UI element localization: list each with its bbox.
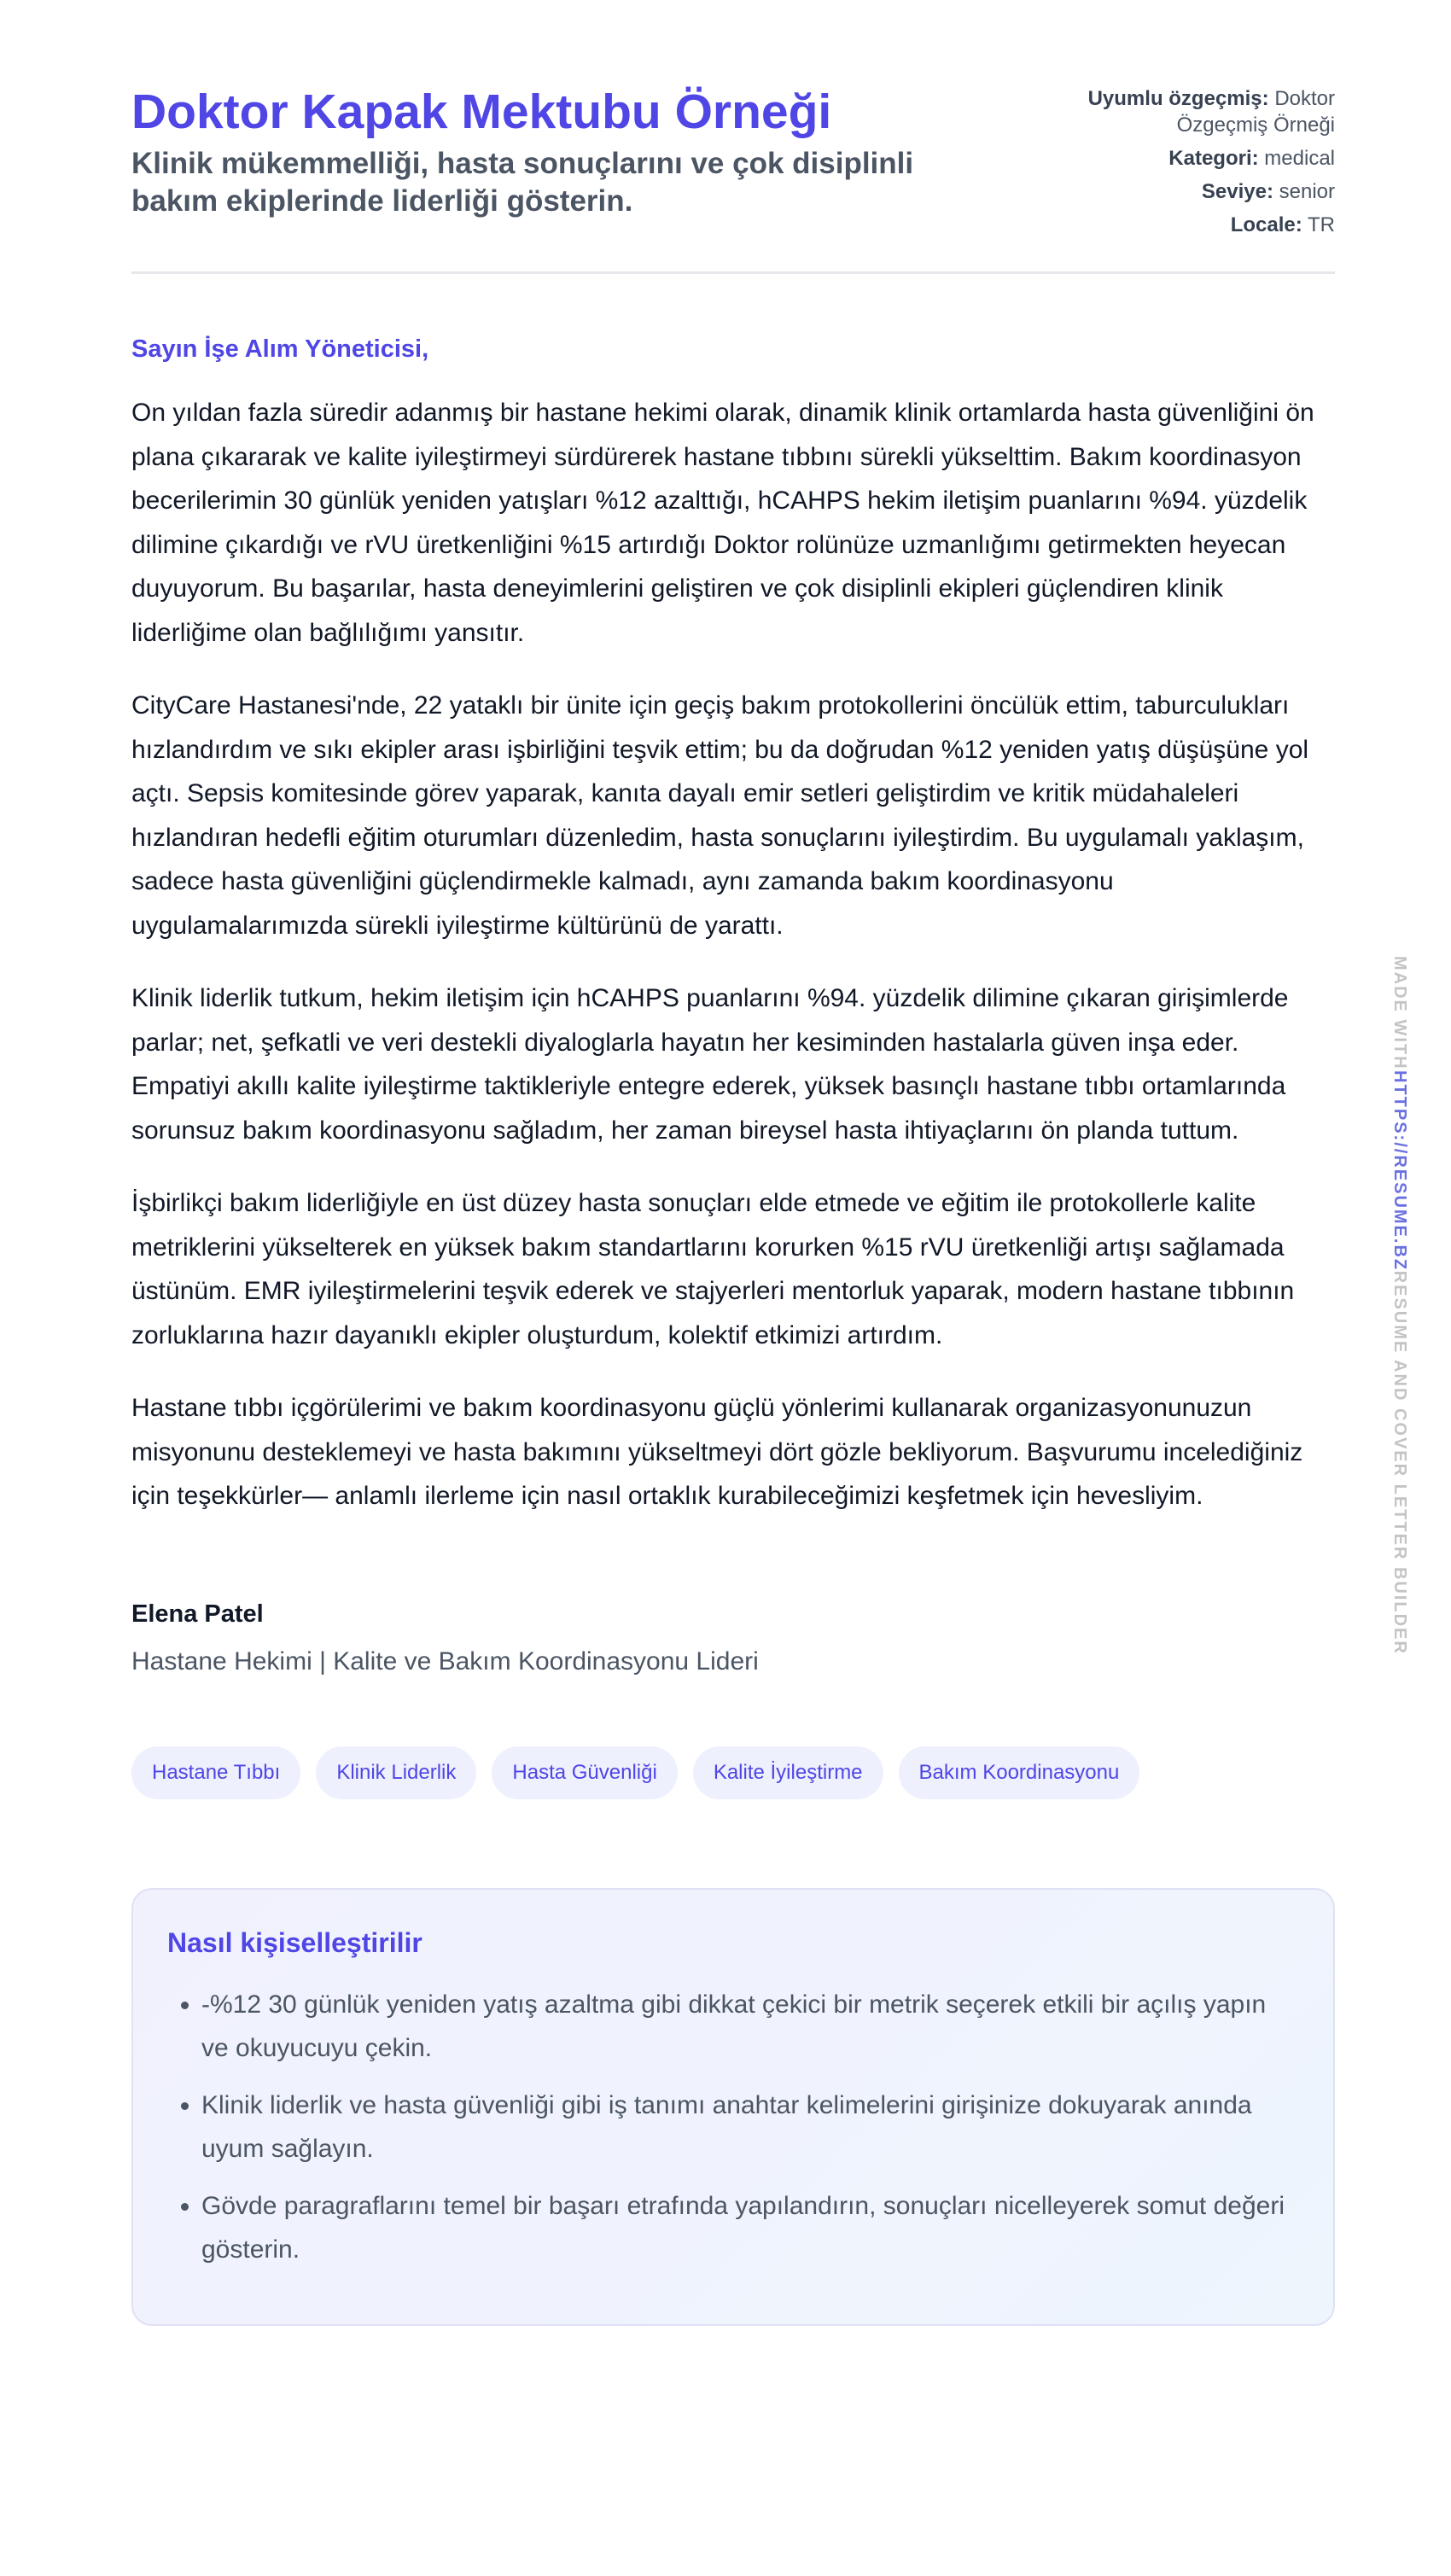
meta-locale [1053,212,1335,238]
page-subtitle: Klinik mükemmelliği, hasta sonuçlarını ve çok disiplinli bakım ekiplerinde liderliği gösterin. [131,147,914,218]
watermark-suffix: RESUME AND COVER LETTER BUILDER [1390,1270,1409,1655]
meta-label: Locale: [1230,213,1302,236]
header [131,0,1335,274]
tip-item: • -%12 30 günlük yeniden yatış azaltma gibi dikkat çekici bir metrik seçerek etkili bir açılış yapın ve okuyucuyu çekin. [201,1983,1299,2070]
meta-label: Seviye: [1201,180,1273,203]
watermark-prefix: MADE WITH [1390,956,1409,1070]
page-title: Doktor Kapak Mektubu Örneği [131,85,832,139]
tag: Kalite İyileştirme [693,1746,883,1799]
salutation: Sayın İşe Alım Yöneticisi, [131,335,429,363]
meta-value: TR [1308,213,1335,236]
meta-level [1053,178,1335,205]
watermark-link[interactable]: HTTPS://RESUME.BZ [1390,1069,1409,1271]
meta-value: medical [1264,147,1335,170]
meta-label: Uyumlu özgeçmiş: [1087,87,1269,110]
tag: Klinik Liderlik [316,1746,476,1799]
tip-item: • Klinik liderlik ve hasta güvenliği gibi iş tanımı anahtar kelimelerini girişinize dokuyarak anında uyum sağlayın. [201,2084,1299,2171]
cover-letter-page [131,0,1335,2326]
tips-title: Nasıl kişiselleştirilir [167,1926,422,1958]
signature-name: Elena Patel [131,1600,264,1628]
paragraph: Hastane tıbbı içgörülerimi ve bakım koordinasyonu güçlü yönlerimi kullanarak organizasyonunuzun misyonunu desteklemeyi ve hasta bakımını yükseltmeyi dört gözle bekliyorum. Başvurumu incelediğiniz için teşekkürler— anlamlı ilerleme için nasıl ortaklık kurabileceğimizi keşfetmek için hevesliyim. [131,1394,1303,1510]
meta-compatible-resume [1053,85,1335,138]
watermark [1390,956,1409,1655]
paragraph: CityCare Hastanesi'nde, 22 yataklı bir ünite için geçiş bakım protokollerini öncülük ettim, taburculukları hızlandırdım ve sıkı ekipler arası işbirliğini teşvik ettim; bu da doğrudan %12 yeniden yatış düşüşüne yol açtı. Sepsis komitesinde görev yaparak, kanıta dayalı emir setleri geliştirdim ve kritik müdahaleleri hızlandıran hedefli eğitim oturumları düzenledim, hasta sonuçlarını iyileştirdim. Bu uygulamalı yaklaşım, sadece hasta güvenliğini güçlendirmekle kalmadı, aynı zamanda bakım koordinasyonu uygulamalarımızda sürekli iyileştirme kültürünü de yarattı. [131,691,1309,940]
meta-category [1053,145,1335,172]
meta-value: senior [1279,180,1335,203]
tip-item: • Gövde paragraflarını temel bir başarı etrafında yapılandırın, sonuçları nicelleyerek somut değeri gösterin. [201,2184,1299,2271]
meta-label: Kategori: [1168,147,1259,170]
signature-title: Hastane Hekimi | Kalite ve Bakım Koordinasyonu Lideri [131,1646,759,1676]
tag-list [131,1746,1335,1799]
paragraph: Klinik liderlik tutkum, hekim iletişim için hCAHPS puanlarını %94. yüzdelik dilimine çıkaran girişimlerde parlar; net, şefkatli ve veri destekli diyaloglarla hayatın her kesiminden hastalarla güven inşa eder. Empatiyi akıllı kalite iyileştirme taktikleriyle entegre ederek, yüksek basınçlı hastane tıbbı ortamlarında sorunsuz bakım koordinasyonu sağladım, her zaman bireysel hasta ihtiyaçlarını ön planda tuttum. [131,984,1289,1145]
tag: Hastane Tıbbı [131,1746,300,1799]
personalization-tips [131,1888,1335,2326]
meta-value: Doktor Özgeçmiş Örneği [1176,87,1335,137]
tag: Bakım Koordinasyonu [899,1746,1140,1799]
tips-list [167,1983,1299,2271]
letter-body [131,391,1335,1518]
title-block [131,82,968,271]
paragraph: On yıldan fazla süredir adanmış bir hastane hekimi olarak, dinamik klinik ortamlarda hasta güvenliğini ön plana çıkararak ve kalite iyileştirmeyi sürdürerek hastane tıbbını sürekli yükselttim. Bakım koordinasyon becerilerimin 30 günlük yeniden yatışları %12 azalttığı, hCAHPS hekim iletişim puanlarını %94. yüzdelik dilimine çıkardığı ve rVU üretkenliğini %15 artırdığı Doktor rolünüze uzmanlığımı getirmekten heyecan duyuyorum. Bu başarılar, hasta deneyimlerini geliştiren ve çok disiplinli ekipleri güçlendiren klinik liderliğime olan bağlılığımı yansıtır. [131,399,1314,647]
paragraph: İşbirlikçi bakım liderliğiyle en üst düzey hasta sonuçları elde etmede ve eğitim ile protokollerle kalite metriklerini yükselterek en yüksek bakım standartlarını korurken %15 rVU üretkenliği artışı sağlamada üstünüm. EMR iyileştirmelerini teşvik ederek ve stajyerleri mentorluk yaparak, modern hastane tıbbının zorluklarına hazır dayanıklı ekipler oluşturdum, kolektif etkimizi artırdım. [131,1189,1295,1349]
tag: Hasta Güvenliği [492,1746,677,1799]
meta-info [1053,82,1335,271]
